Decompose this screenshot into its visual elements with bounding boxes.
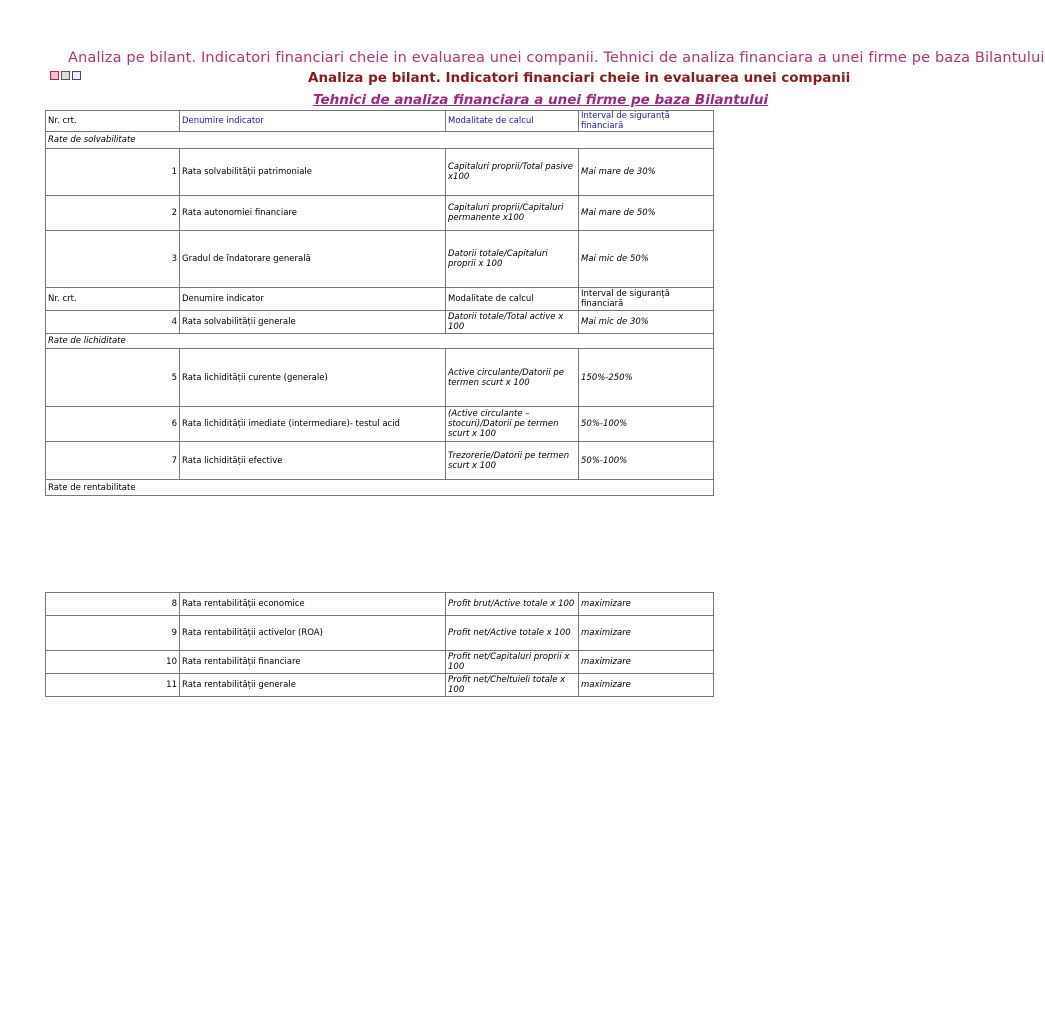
- row-formula: Capitaluri proprii/Capitaluri permanente x100: [446, 196, 579, 231]
- row-name: Rata autonomiei financiare: [180, 196, 446, 231]
- row-name: Rata lichidității imediate (intermediare)- testul acid: [180, 407, 446, 442]
- row-formula: Active circulante/Datorii pe termen scurt x 100: [446, 349, 579, 407]
- section-row: [46, 334, 714, 349]
- row-nr: 9: [46, 616, 180, 651]
- print-icon[interactable]: [61, 71, 70, 80]
- row-nr: 5: [46, 349, 180, 407]
- row-name: Rata solvabilității patrimoniale: [180, 149, 446, 196]
- row-interval: 50%-100%: [579, 442, 714, 480]
- col-header-name: Denumire indicator: [180, 111, 446, 132]
- table-row: [46, 231, 714, 288]
- sheet-subtitle: Tehnici de analiza financiara a unei firme pe baza Bilantului: [313, 92, 769, 108]
- email-icon[interactable]: [72, 71, 81, 80]
- indicators-table-2: [45, 592, 714, 697]
- indicators-table-1: [45, 110, 714, 496]
- col-header-formula: Modalitate de calcul: [446, 111, 579, 132]
- document-header-title: Analiza pe bilant. Indicatori financiari cheie in evaluarea unei companii. Tehnici de analiza financiara a unei firme pe baza Bilantului: [68, 50, 1045, 66]
- row-name: Rata rentabilității economice: [180, 593, 446, 616]
- row-name: Rata rentabilității generale: [180, 674, 446, 697]
- row-nr: 3: [46, 231, 180, 288]
- row-name: Rata rentabilității activelor (ROA): [180, 616, 446, 651]
- table-row: [46, 196, 714, 231]
- row-formula: Profit net/Active totale x 100: [446, 616, 579, 651]
- row-name: Rata lichidității curente (generale): [180, 349, 446, 407]
- toolbar-icons: [50, 71, 81, 81]
- section-row: [46, 480, 714, 496]
- row-nr: 11: [46, 674, 180, 697]
- row-nr: 7: [46, 442, 180, 480]
- section-label: Rate de solvabilitate: [46, 132, 714, 149]
- table-header-row-repeat: [46, 288, 714, 311]
- col-header-nr: Nr. crt.: [46, 288, 180, 311]
- row-nr: 6: [46, 407, 180, 442]
- row-formula: Trezorerie/Datorii pe termen scurt x 100: [446, 442, 579, 480]
- table-header-row: [46, 111, 714, 132]
- row-formula: (Active circulante – stocuri)/Datorii pe termen scurt x 100: [446, 407, 579, 442]
- table-row: [46, 149, 714, 196]
- row-interval: maximizare: [579, 674, 714, 697]
- table-row: [46, 593, 714, 616]
- row-name: Rata rentabilității financiare: [180, 651, 446, 674]
- row-interval: Mai mic de 50%: [579, 231, 714, 288]
- row-interval: 150%-250%: [579, 349, 714, 407]
- section-label: Rate de rentabilitate: [46, 480, 714, 496]
- table-row: [46, 442, 714, 480]
- section-label: Rate de lichiditate: [46, 334, 714, 349]
- row-interval: Mai mare de 30%: [579, 149, 714, 196]
- row-interval: maximizare: [579, 593, 714, 616]
- row-formula: Datorii totale/Total active x 100: [446, 311, 579, 334]
- table-row: [46, 616, 714, 651]
- row-formula: Capitaluri proprii/Total pasive x100: [446, 149, 579, 196]
- row-formula: Datorii totale/Capitaluri proprii x 100: [446, 231, 579, 288]
- row-name: Rata lichidității efective: [180, 442, 446, 480]
- section-row: [46, 132, 714, 149]
- row-interval: 50%-100%: [579, 407, 714, 442]
- row-nr: 10: [46, 651, 180, 674]
- row-formula: Profit net/Cheltuieli totale x 100: [446, 674, 579, 697]
- col-header-nr: Nr. crt.: [46, 111, 180, 132]
- table-row: [46, 407, 714, 442]
- col-header-name: Denumire indicator: [180, 288, 446, 311]
- row-interval: Mai mare de 50%: [579, 196, 714, 231]
- col-header-formula: Modalitate de calcul: [446, 288, 579, 311]
- sheet-title: Analiza pe bilant. Indicatori financiari cheie in evaluarea unei companii: [308, 70, 851, 86]
- row-name: Gradul de îndatorare generală: [180, 231, 446, 288]
- table-row: [46, 349, 714, 407]
- table-row: [46, 311, 714, 334]
- row-nr: 2: [46, 196, 180, 231]
- row-nr: 8: [46, 593, 180, 616]
- row-formula: Profit brut/Active totale x 100: [446, 593, 579, 616]
- col-header-interval: Interval de siguranță financiară: [579, 288, 714, 311]
- row-interval: Mai mic de 30%: [579, 311, 714, 334]
- row-nr: 1: [46, 149, 180, 196]
- pdf-icon[interactable]: [50, 71, 59, 80]
- col-header-interval: Interval de siguranță financiară: [579, 111, 714, 132]
- row-interval: maximizare: [579, 616, 714, 651]
- row-interval: maximizare: [579, 651, 714, 674]
- row-name: Rata solvabilității generale: [180, 311, 446, 334]
- table-row: [46, 674, 714, 697]
- table-row: [46, 651, 714, 674]
- row-formula: Profit net/Capitaluri proprii x 100: [446, 651, 579, 674]
- row-nr: 4: [46, 311, 180, 334]
